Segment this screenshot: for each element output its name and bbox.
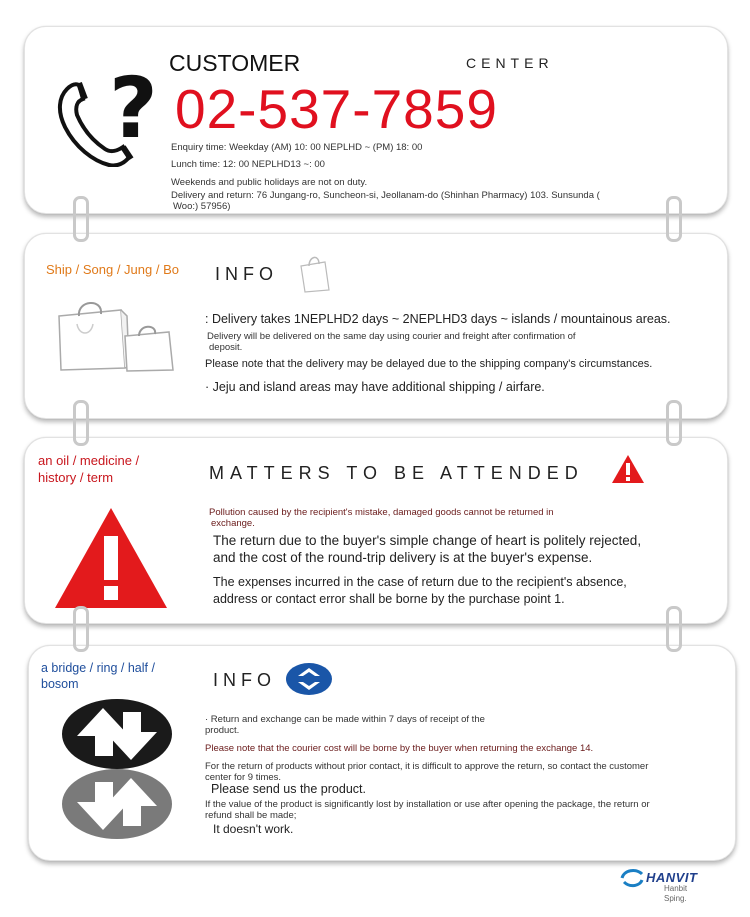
change-of-heart-rule: The return due to the buyer's simple change of heart is politely rejected,	[213, 533, 642, 548]
binder-ring	[666, 606, 682, 652]
return-address-postcode: Woo:) 57956)	[173, 201, 231, 212]
exchange-heading: INFO	[213, 670, 276, 690]
shipping-side-label: Ship / Song / Jung / Bo	[46, 262, 179, 277]
svg-text:?: ?	[109, 67, 158, 157]
shipping-heading: INFO	[215, 264, 278, 284]
delivery-duration: : Delivery takes 1NEPLHD2 days ~ 2NEPLHD3 days ~ islands / mountainous areas.	[205, 312, 671, 326]
same-day-delivery: Delivery will be delivered on the same day using courier and freight after confirmation of	[207, 331, 576, 342]
warning-large-icon	[53, 506, 169, 610]
phone-number: 02-537-7859	[175, 78, 498, 140]
absence-expense-rule: The expenses incurred in the case of return due to the recipient's absence,	[213, 575, 627, 589]
send-product-note: Please send us the product.	[211, 782, 366, 796]
courier-cost-note: Please note that the courier cost will be borne by the buyer when returning the exchange 14.	[205, 743, 594, 754]
warning-small-icon	[611, 454, 645, 484]
return-address: Delivery and return: 76 Jungang-ro, Suncheon-si, Jeollanam-do (Shinhan Pharmacy) 103. Sunsunda (	[171, 190, 600, 201]
binder-ring	[666, 400, 682, 446]
binder-ring	[73, 196, 89, 242]
phone-question-icon	[53, 67, 159, 167]
shipping-info-card	[24, 233, 728, 419]
pollution-notice-cont: exchange.	[211, 518, 255, 529]
prior-contact-note: For the return of products without prior contact, it is difficult to approve the return, so contact the customer	[205, 761, 649, 772]
holidays-note: Weekends and public holidays are not on duty.	[171, 177, 368, 188]
exchange-badge-icon	[285, 662, 333, 696]
brand-name: HANVIT	[646, 870, 698, 885]
enquiry-time: Enquiry time: Weekday (AM) 10: 00 NEPLHD ~ (PM) 18: 00	[171, 142, 423, 153]
shopping-bags-icon	[55, 296, 179, 372]
customer-title: CUSTOMER	[169, 50, 301, 76]
value-loss-note: If the value of the product is significantly lost by installation or use after opening the package, the return or	[205, 799, 650, 810]
change-of-heart-rule-cont: and the cost of the round-trip delivery is at the buyer's expense.	[213, 550, 593, 565]
brand-sub-2: Sping.	[664, 894, 687, 903]
small-bag-icon	[297, 252, 333, 294]
binder-ring	[73, 400, 89, 446]
binder-ring	[73, 606, 89, 652]
brand-sub-1: Hanbit	[664, 884, 688, 893]
lunch-time: Lunch time: 12: 00 NEPLHD13 ~: 00	[171, 159, 325, 170]
same-day-delivery-cont: deposit.	[209, 342, 243, 353]
seven-day-policy-cont: product.	[205, 725, 240, 736]
matters-side-label-1: an oil / medicine /	[38, 453, 140, 468]
seven-day-policy: · Return and exchange can be made within 7 days of receipt of the	[205, 714, 485, 725]
pollution-notice: Pollution caused by the recipient's mistake, damaged goods cannot be returned in	[209, 507, 554, 518]
prior-contact-note-cont: center for 9 times.	[205, 772, 282, 783]
binder-ring	[666, 196, 682, 242]
center-title: CENTER	[466, 55, 554, 71]
matters-heading: MATTERS TO BE ATTENDED	[209, 463, 584, 483]
exchange-side-label-2: bosom	[41, 677, 79, 691]
absence-expense-rule-cont: address or contact error shall be borne by the purchase point 1.	[213, 592, 565, 606]
jeju-surcharge: · Jeju and island areas may have additional shipping / airfare.	[205, 380, 545, 394]
exchange-info-card	[28, 645, 736, 861]
hanvit-logo-icon	[620, 868, 644, 888]
exchange-large-icon	[61, 698, 173, 840]
value-loss-note-cont: refund shall be made;	[205, 810, 297, 821]
does-not-work-note: It doesn't work.	[213, 822, 294, 836]
matters-side-label-2: history / term	[38, 470, 114, 485]
customer-center-card	[24, 26, 728, 214]
exchange-side-label-1: a bridge / ring / half /	[41, 661, 155, 675]
delay-notice: Please note that the delivery may be delayed due to the shipping company's circumstances.	[205, 358, 653, 370]
